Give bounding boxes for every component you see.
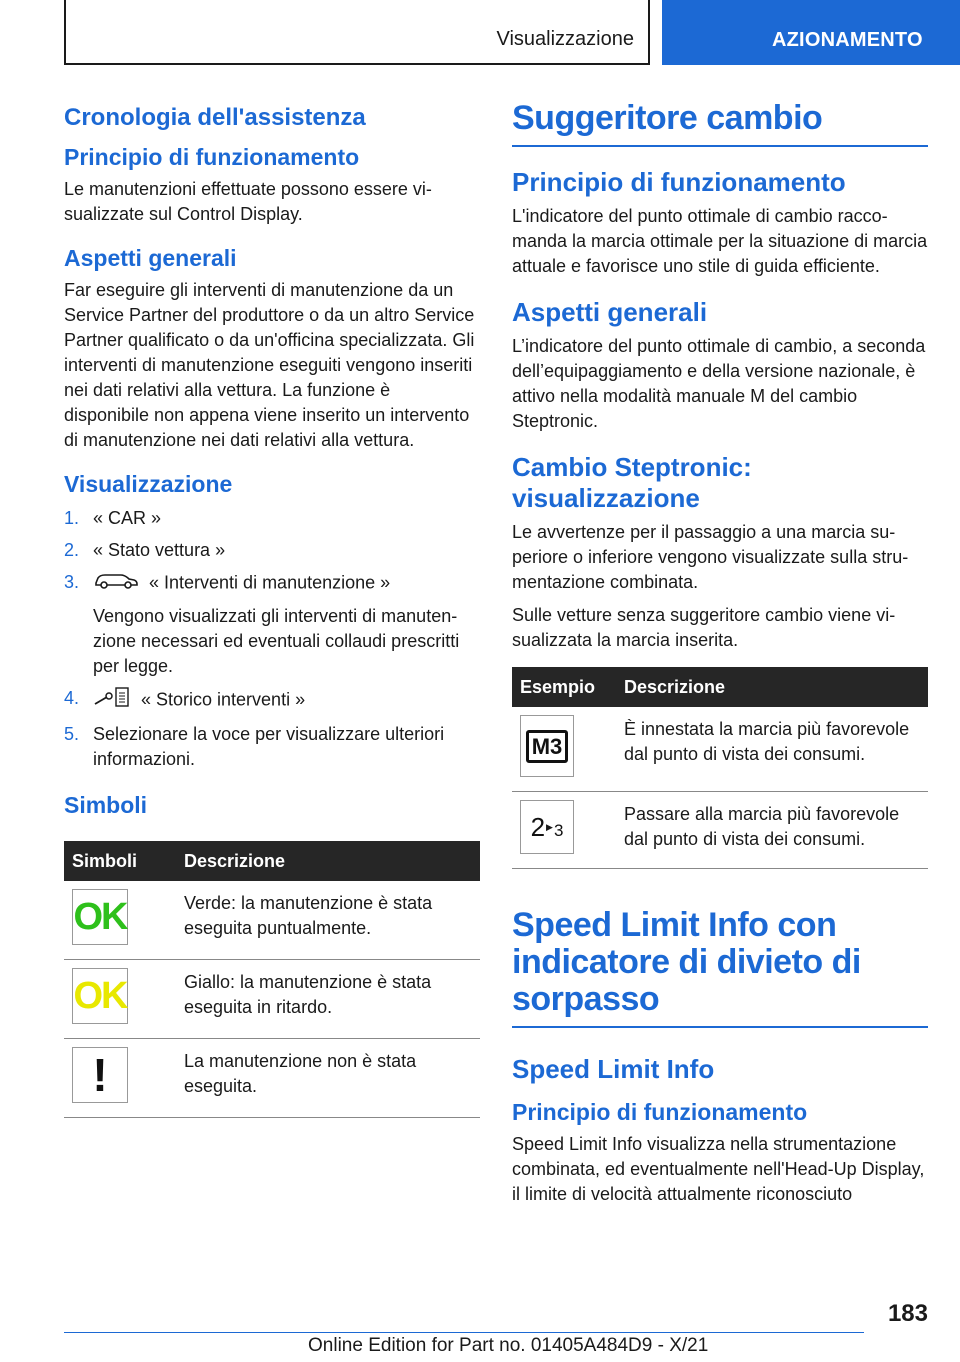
table-header: Descrizione — [176, 841, 480, 881]
gear-table — [512, 667, 928, 869]
table-cell: È innestata la marcia più favorevole dal punto di vista dei consumi. — [616, 707, 928, 792]
table-row — [512, 792, 928, 869]
subsection-title: Cambio Steptronic: visualizzazione — [512, 452, 752, 513]
table-row — [512, 707, 928, 792]
exclamation-icon: ! — [72, 1047, 128, 1103]
table-row — [64, 960, 480, 1039]
subsection-title: Simboli — [64, 792, 148, 818]
subsection-title: Principio di funzionamento — [512, 1099, 808, 1125]
subsection-title: Speed Limit Info — [512, 1054, 715, 1084]
list-item: 3. « Interventi di manutenzione » Vengono visualizzati gli interventi di manutenzione necessari ed eventuali collaudi prescritti per legge. — [64, 570, 480, 679]
arrow-right-icon: ▶ — [546, 821, 553, 832]
gear-m3-icon: M3 — [520, 715, 574, 777]
subsection-title: Principio di funzionamento — [64, 144, 360, 170]
symbols-table — [64, 841, 480, 1118]
list-item: 4. « Storico interventi » — [64, 686, 480, 715]
list-item: 1. « CAR » — [64, 508, 162, 528]
subsection-title: Aspetti generali — [64, 245, 237, 271]
header-section: Visualizzazione — [496, 28, 634, 50]
chapter-label: AZIONAMENTO — [772, 29, 923, 51]
paragraph: Le manutenzioni effettuate possono essere visualizzate sul Control Display. — [64, 179, 432, 224]
chapter-tab — [662, 0, 960, 65]
paragraph: Sulle vetture senza suggeritore cambio viene visualizzata la marcia inserita. — [512, 605, 896, 650]
table-header: Simboli — [64, 841, 176, 881]
table-header: Descrizione — [616, 667, 928, 707]
car-icon — [93, 570, 139, 597]
footer-edition: Online Edition for Part no. 01405A484D9 - X/21 — [308, 1335, 709, 1356]
footer-divider — [64, 1332, 864, 1333]
subsection-title: Visualizzazione — [64, 471, 233, 497]
table-row — [64, 881, 480, 960]
paragraph: Speed Limit Info visualizza nella strumentazione combinata, ed eventualmente nell'Head-Up Display, il limite di velocità attualmente riconosciuto — [512, 1134, 925, 1204]
step-description: Vengono visualizzati gli interventi di manutenzione necessari ed eventuali collaudi prescritti per legge. — [93, 606, 460, 676]
subsection-title: Aspetti generali — [512, 297, 708, 327]
ok-yellow-icon: OK — [72, 968, 128, 1024]
subsection-title: Principio di funzionamento — [512, 167, 846, 197]
list-item: 5. Selezionare la voce per visualizzare ulteriori informazioni. — [64, 724, 445, 769]
ok-green-icon: OK — [72, 889, 128, 945]
wrench-checklist-icon — [93, 686, 131, 715]
table-cell: Giallo: la manutenzione è stata eseguita in ritardo. — [176, 960, 480, 1039]
paragraph: Far eseguire gli interventi di manutenzione da un Service Partner del produttore o da un altro Service Partner qualificato o da un'officina specializzata. Gli interventi di manutenzione eseguiti vengono inseriti nei dati relativi alla vettura. La funzione è disponibile non appena viene inserito un intervento di manutenzione nei dati relativi alla vettura. — [64, 280, 475, 450]
section-title: Speed Limit Info con indicatore di divieto di sorpasso — [512, 907, 928, 1028]
table-cell: Verde: la manutenzione è stata eseguita puntualmente. — [176, 881, 480, 960]
right-column — [512, 100, 928, 1207]
paragraph: L'indicatore del punto ottimale di cambio raccomanda la marcia ottimale per la situazione di marcia attuale e favorisce uno stile di guida efficiente. — [512, 206, 928, 276]
section-title: Cronologia dell'assistenza — [64, 104, 366, 131]
header-box — [64, 0, 650, 65]
left-column — [64, 100, 480, 1118]
section-title: Suggeritore cambio — [512, 100, 928, 147]
gear-shift-icon: 2 ▶ 3 — [520, 800, 574, 854]
paragraph: L’indicatore del punto ottimale di cambio, a seconda dell’equipaggiamento e della versione nazionale, è attivo nella modalità manuale M del cambio Steptronic. — [512, 336, 926, 431]
table-header: Esempio — [512, 667, 616, 707]
table-cell: La manutenzione non è stata eseguita. — [176, 1039, 480, 1118]
page-number: 183 — [887, 1300, 928, 1327]
list-item: 2. « Stato vettura » — [64, 540, 226, 560]
table-row — [64, 1039, 480, 1118]
paragraph: Le avvertenze per il passaggio a una marcia superiore o inferiore vengono visualizzate sulla strumentazione combinata. — [512, 522, 909, 592]
table-cell: Passare alla marcia più favorevole dal punto di vista dei consumi. — [616, 792, 928, 869]
steps-list — [64, 506, 480, 772]
